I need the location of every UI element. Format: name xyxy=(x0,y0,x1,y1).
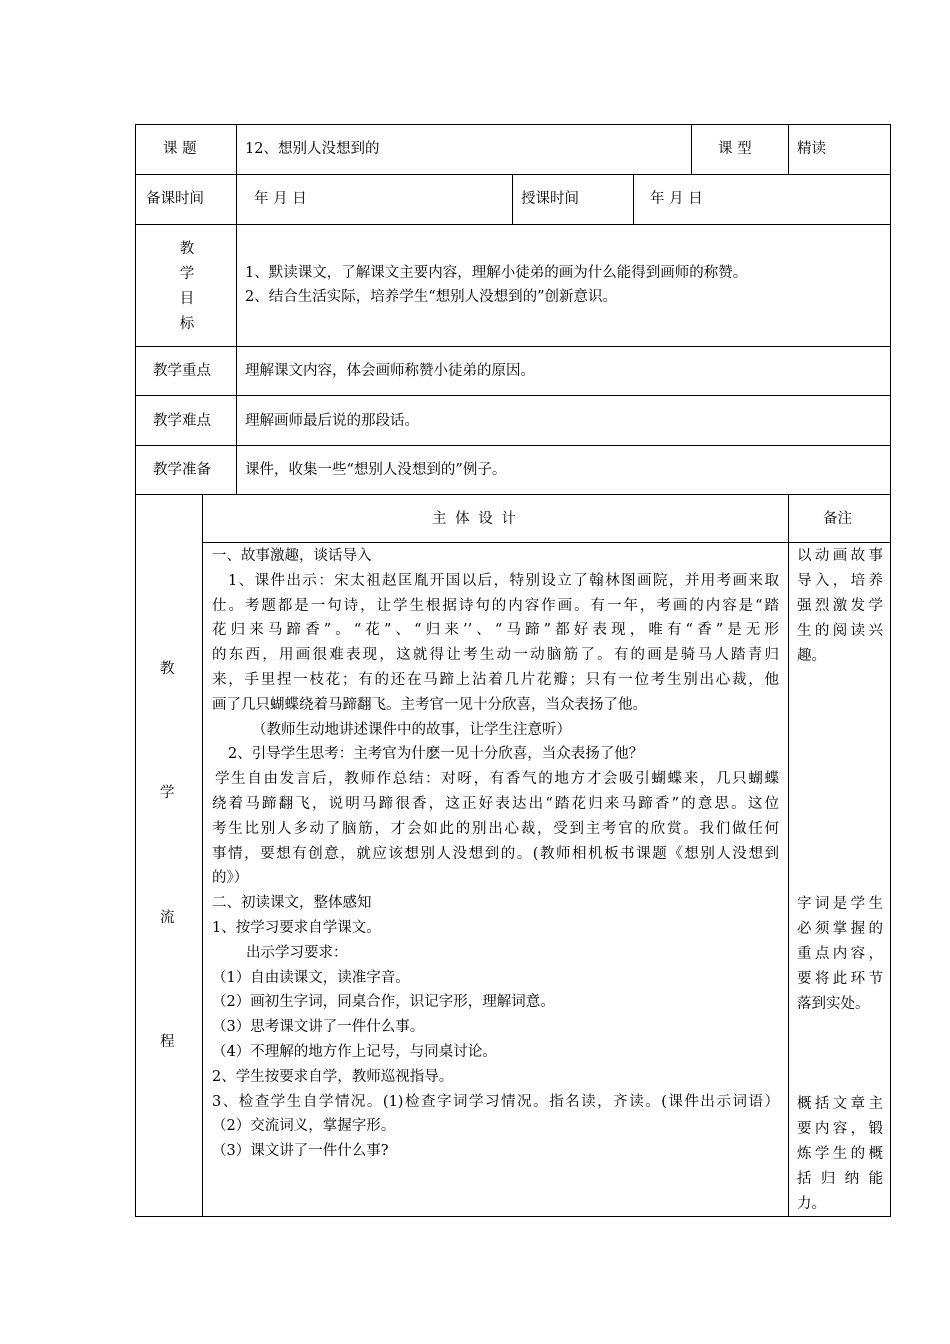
goal-item: 1、默读课文，了解课文主要内容，理解小徒弟的画为什么能得到画师的称赞。 xyxy=(245,265,748,281)
note-line: 要内容，锻 xyxy=(797,1121,883,1137)
body-line: 出示学习要求： xyxy=(246,944,348,961)
note-line: 要将此环节 xyxy=(797,971,883,987)
note-line: 生的阅读兴 xyxy=(797,623,883,639)
note-line: 字词是学生 xyxy=(797,896,883,912)
difficulty-value: 理解画师最后说的那段话。 xyxy=(245,413,419,429)
body-line: （1）自由读课文，读准字音。 xyxy=(212,969,410,986)
preparation-label: 教学准备 xyxy=(153,462,211,478)
table-border-right xyxy=(890,124,891,1217)
body-line: 画了几只蝴蝶绕着马蹄翻飞。主考官一见十分欣喜，当众表扬了他。 xyxy=(212,696,647,713)
col-divider xyxy=(633,174,634,225)
note-line: 强烈激发学 xyxy=(797,598,883,614)
topic-label: 课 题 xyxy=(163,141,197,157)
body-line: （3）课文讲了一件什么事? xyxy=(212,1143,389,1160)
col-divider xyxy=(788,124,789,175)
prep-time-value: 年 月 日 xyxy=(254,191,307,207)
teach-time-value: 年 月 日 xyxy=(650,191,703,207)
body-line: 来，手里捏一枝花；有的还在马蹄上沾着几片花瓣；只有一位考生别出心裁，他 xyxy=(212,671,779,688)
goals-label-char: 教 xyxy=(179,241,195,257)
body-line: （3）思考课文讲了一件什么事。 xyxy=(212,1019,425,1036)
note-line: 必须掌握的 xyxy=(797,921,883,937)
process-label-char: 学 xyxy=(160,785,175,801)
body-line: （2）交流词义，掌握字形。 xyxy=(212,1118,396,1135)
prep-time-label: 备课时间 xyxy=(146,191,204,207)
body-line: 二、初读课文，整体感知 xyxy=(212,895,372,912)
body-line: 的东西，用画很难表现，这就得让考生动一动脑筋了。有的画是骑马人踏青归 xyxy=(212,647,779,664)
note-line: 落到实处。 xyxy=(797,996,870,1012)
body-line: 仕。考题都是一句诗，让学生根据诗句的内容作画。有一年，考画的内容是“踏 xyxy=(212,597,779,614)
body-line: 的》） xyxy=(212,870,249,887)
key-point-value: 理解课文内容，体会画师称赞小徒弟的原因。 xyxy=(245,363,535,379)
note-line: 概括文章主 xyxy=(797,1096,883,1112)
body-line: 事情，要想有创意，就应该想别人没想到的。(教师相机板书课题《想别人没想到 xyxy=(212,845,779,862)
body-line: 1、课件出示：宋太祖赵匡胤开国以后，特别设立了翰林图画院，并用考画来取 xyxy=(228,572,779,589)
goals-label xyxy=(178,237,196,337)
preparation-value: 课件，收集一些“想别人没想到的”例子。 xyxy=(245,462,507,478)
goals-label-char: 学 xyxy=(179,266,195,282)
row-divider xyxy=(135,346,891,347)
note-line: 趣。 xyxy=(797,648,826,664)
process-label-char: 流 xyxy=(160,910,175,926)
col-divider xyxy=(512,174,513,225)
col-divider xyxy=(236,124,237,495)
design-header: 主 体 设 计 xyxy=(432,511,518,527)
body-line: 2、学生按要求自学，教师巡视指导。 xyxy=(212,1068,454,1085)
row-divider xyxy=(135,494,891,495)
difficulty-label: 教学难点 xyxy=(153,413,211,429)
body-line: 一、故事激趣，谈话导入 xyxy=(212,548,372,564)
process-label-char: 教 xyxy=(160,661,175,677)
goals-label-char: 标 xyxy=(179,316,195,332)
goal-item: 2、结合生活实际，培养学生“想别人没想到的”创新意识。 xyxy=(245,289,618,305)
row-divider xyxy=(135,224,891,225)
goals-label-char: 目 xyxy=(179,291,195,307)
body-line: （4）不理解的地方作上记号，与同桌讨论。 xyxy=(212,1043,497,1060)
note-line: 力。 xyxy=(797,1196,826,1212)
body-line: 花归来马蹄香”。“花”、“归来’’、“马蹄”都好表现，唯有“香”是无形 xyxy=(212,622,779,639)
row-divider xyxy=(202,542,890,543)
row-divider xyxy=(135,395,891,396)
body-line: 学生自由发言后，教师作总结：对呀，有香气的地方才会吸引蝴蝶来，几只蝴蝶 xyxy=(215,771,779,788)
body-line: 考生比别人多动了脑筋，才会如此的别出心裁，受到主考官的欣赏。我们做任何 xyxy=(212,820,779,837)
col-divider xyxy=(202,494,203,1217)
note-line: 重点内容， xyxy=(797,946,883,962)
note-line: 以动画故事 xyxy=(797,548,883,564)
body-line: 2、引导学生思考：主考官为什麽一见十分欣喜，当众表扬了他？ xyxy=(228,746,644,763)
col-divider xyxy=(788,494,789,1217)
note-block xyxy=(797,544,883,669)
table-border-left xyxy=(135,124,136,1217)
body-line: 绕着马蹄翻飞，说明马蹄很香，这正好表达出“踏花归来马蹄香”的意思。这位 xyxy=(212,795,779,812)
note-line: 括 归 纳 能 xyxy=(797,1171,883,1187)
topic-value: 12、想别人没想到的 xyxy=(245,141,380,157)
row-divider xyxy=(135,445,891,446)
body-line: （教师生动地讲述课件中的故事，让学生注意听） xyxy=(252,721,571,738)
row-divider xyxy=(135,174,891,175)
process-label-char: 程 xyxy=(160,1034,175,1050)
key-point-label: 教学重点 xyxy=(153,363,211,379)
body-line: （2）画初生字词，同桌合作，识记字形，理解词意。 xyxy=(212,994,555,1011)
body-line: 3、检查学生自学情况。(1)检查字词学习情况。指名读，齐读。(课件出示词语） xyxy=(212,1093,779,1110)
body-line: 1、按学习要求自学课文。 xyxy=(212,919,381,936)
notes-header: 备注 xyxy=(823,511,852,527)
lesson-type-value: 精读 xyxy=(797,141,826,157)
note-block xyxy=(797,892,883,1017)
design-body xyxy=(212,544,779,1164)
col-divider xyxy=(691,124,692,175)
note-block xyxy=(797,1092,883,1217)
lesson-type-label: 课 型 xyxy=(718,141,752,157)
note-line: 导入，培养 xyxy=(797,573,883,589)
table-border-top xyxy=(135,124,891,125)
teach-time-label: 授课时间 xyxy=(521,191,579,207)
table-border-bottom xyxy=(135,1216,891,1217)
note-line: 炼学生的概 xyxy=(797,1146,883,1162)
